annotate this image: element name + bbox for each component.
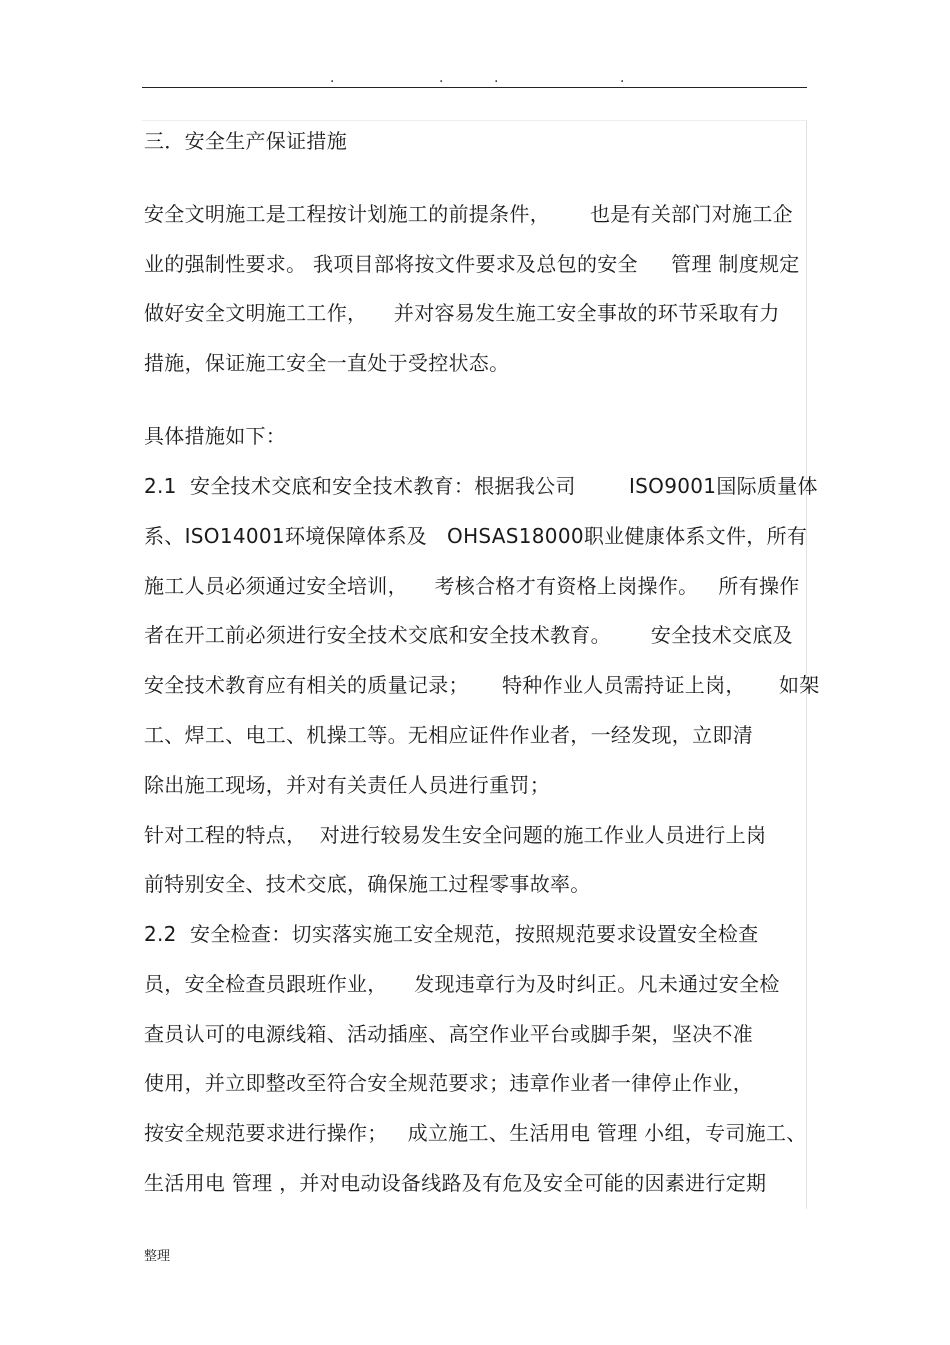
section-2-1-line: 针对工程的特点， 对进行较易发生安全问题的施工作业人员进行上岗 <box>144 823 767 847</box>
footer-label: 整理 <box>144 1249 171 1264</box>
section-2-1-line: 者在开工前必须进行安全技术交底和安全技术教育。 安全技术交底及 <box>144 623 793 647</box>
header-dot: . <box>439 70 444 86</box>
header-dot: . <box>494 70 499 86</box>
header-dots <box>0 70 950 86</box>
intro-line: 业的强制性要求。 我项目部将按文件要求及总包的安全 管理 制度规定 <box>144 252 800 276</box>
section-2-2-line: 查员认可的电源线箱、活动插座、高空作业平台或脚手架，坚决不准 <box>144 1022 753 1046</box>
header-dot: . <box>330 70 335 86</box>
section-title: 三．安全生产保证措施 <box>144 129 347 153</box>
intro-line: 做好安全文明施工工作， 并对容易发生施工安全事故的环节采取有力 <box>144 301 780 325</box>
section-2-2-line: 按安全规范要求进行操作； 成立施工、生活用电 管理 小组，专司施工、 <box>144 1121 807 1145</box>
intro-line: 安全文明施工是工程按计划施工的前提条件， 也是有关部门对施工企 <box>144 202 793 226</box>
intro-line: 措施，保证施工安全一直处于受控状态。 <box>144 351 510 375</box>
section-2-2-line: 生活用电 管理 ，并对电动设备线路及有危及安全可能的因素进行定期 <box>144 1171 767 1195</box>
section-2-1-line: 安全技术教育应有相关的质量记录； 特种作业人员需持证上岗， 如架 <box>144 673 820 697</box>
header-rule <box>142 87 807 88</box>
section-2-2-line: 员，安全检查员跟班作业， 发现违章行为及时纠正。凡未通过安全检 <box>144 972 780 996</box>
section-2-2-line: 2.2 安全检查：切实落实施工安全规范，按照规范要求设置安全检查 <box>144 922 759 946</box>
section-2-1-line: 工、焊工、电工、机操工等。无相应证件作业者，一经发现，立即清 <box>144 723 753 747</box>
section-2-2-line: 使用，并立即整改至符合安全规范要求；违章作业者一律停止作业， <box>144 1071 753 1095</box>
measures-heading: 具体措施如下： <box>144 424 287 448</box>
section-2-1-line: 施工人员必须通过安全培训， 考核合格才有资格上岗操作。 所有操作 <box>144 574 800 598</box>
section-2-1-line: 系、ISO14001环境保障体系及 OHSAS18000职业健康体系文件，所有 <box>144 524 808 548</box>
header-dot: . <box>620 70 625 86</box>
section-2-1-line: 2.1 安全技术交底和安全技术教育：根据我公司 ISO9001国际质量体 <box>144 474 818 498</box>
section-2-1-line: 前特别安全、技术交底，确保施工过程零事故率。 <box>144 872 591 896</box>
section-2-1-line: 除出施工现场，并对有关责任人员进行重罚； <box>144 773 550 797</box>
